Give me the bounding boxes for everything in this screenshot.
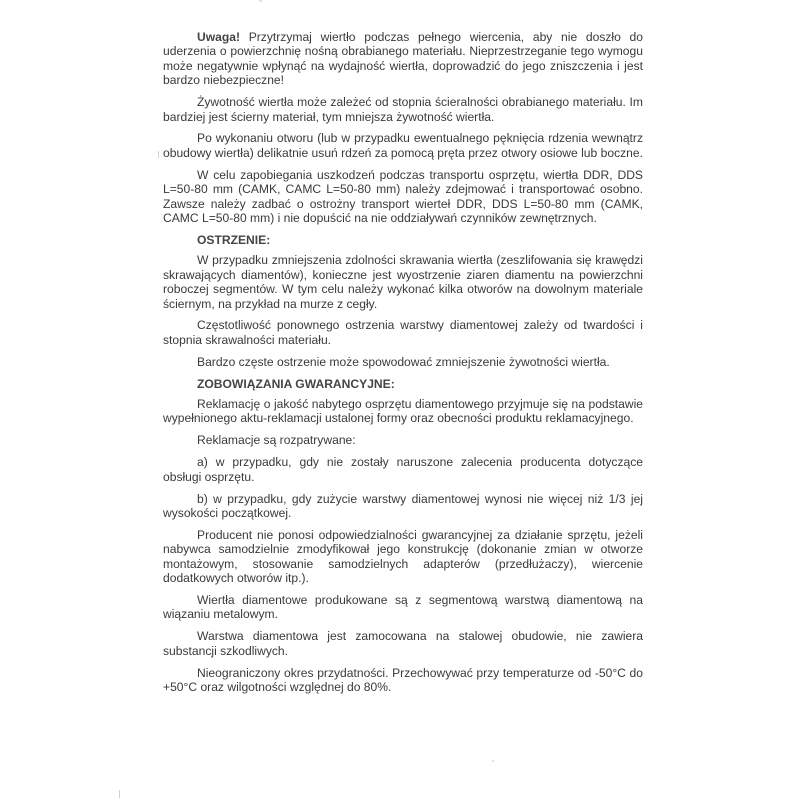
complaint-paragraph: Reklamację o jakość nabytego osprzętu diamentowego przyjmuje się na podstawie wypełnionego aktu-reklamacji ustalonej formy oraz obecności produktu reklamacyjnego. bbox=[163, 397, 643, 426]
durability-paragraph: Żywotność wiertła może zależeć od stopnia ścieralności obrabianego materiału. Im bardziej jest ścierny materiał, tym mniejsza żywotność wiertła. bbox=[163, 95, 643, 124]
core-removal-paragraph: Po wykonaniu otworu (lub w przypadku ewentualnego pęknięcia rdzenia wewnątrz obudowy wiertła) delikatnie usuń rdzeń za pomocą pręta przez otwory osiowe lub boczne. bbox=[163, 131, 643, 160]
scan-speck-top bbox=[259, 0, 262, 2]
sharpening-note-paragraph: Bardzo częste ostrzenie może spowodować zmniejszenie żywotności wiertła. bbox=[197, 354, 610, 369]
liability-paragraph: Producent nie ponosi odpowiedzialności gwarancyjnej za działanie sprzętu, jeżeli nabywca samodzielnie zmodyfikował jego konstrukcję (dokonanie zmian w otworze montażowym, stosowanie samodzielnych adapterów (przedłużaczy), wiercenie dodatkowych otworów itp.). bbox=[163, 527, 643, 586]
warning-paragraph bbox=[163, 30, 643, 88]
transport-paragraph: W celu zapobiegania uszkodzeń podczas transportu osprzętu, wiertła DDR, DDS L=50-80 mm (CAMK, CAMC L=50-80 mm) należy zdejmować i transportować osobno. Zawsze należy zadbać o ostrożny transport wierteł DDR, DDS L=50-80 mm (CAMK, CAMC L=50-80 mm) i nie dopuścić na nie oddziaływań czynników zewnętrznych. bbox=[163, 167, 643, 225]
complaint-conditions-intro: Reklamacje są rozpatrywane: bbox=[197, 433, 356, 448]
scan-edge-mark-bottom bbox=[119, 790, 120, 798]
scan-speck bbox=[492, 760, 494, 762]
sharpening-frequency-paragraph: Częstotliwość ponownego ostrzenia warstwy diamentowej zależy od twardości i stopnia skrawalności materiału. bbox=[163, 318, 643, 347]
warning-lead: Uwaga! bbox=[197, 30, 241, 44]
condition-b-paragraph: b) w przypadku, gdy zużycie warstwy diamentowej wynosi nie więcej niż 1/3 jej wysokości początkowej. bbox=[163, 491, 643, 520]
diamond-layer-paragraph: Warstwa diamentowa jest zamocowana na stalowej obudowie, nie zawiera substancji szkodliwych. bbox=[163, 629, 643, 658]
sharpening-heading: OSTRZENIE: bbox=[197, 232, 271, 247]
condition-a-paragraph: a) w przypadku, gdy nie zostały naruszone zalecenia producenta dotyczące obsługi osprzętu. bbox=[163, 455, 643, 484]
document-page bbox=[163, 30, 643, 702]
sharpening-paragraph: W przypadku zmniejszenia zdolności skrawania wiertła (zeszlifowania się krawędzi skrawających diamentów), konieczne jest wyostrzenie ziaren diamentu na powierzchni roboczej segmentów. W tym celu należy wykonać kilka otworów na dowolnym materiale ściernym, na przykład na murze z cegły. bbox=[163, 253, 643, 311]
warning-text: Przytrzymaj wiertło podczas pełnego wiercenia, aby nie doszło do uderzenia o powierzchnię nośną obrabianego materiału. Nieprzestrzeganie tego wymogu może negatywnie wpłynąć na wydajność wiertła, doprowadzić do jego zniszczenia i jest bardzo niebezpieczne! bbox=[163, 30, 643, 88]
warranty-heading: ZOBOWIĄZANIA GWARANCYJNE: bbox=[197, 376, 395, 391]
storage-paragraph: Nieograniczony okres przydatności. Przechowywać przy temperaturze od -50°C do +50°C oraz wilgotności względnej do 80%. bbox=[163, 665, 643, 695]
production-paragraph: Wiertła diamentowe produkowane są z segmentową warstwą diamentową na wiązaniu metalowym. bbox=[163, 593, 643, 622]
scan-edge-mark bbox=[158, 151, 159, 158]
